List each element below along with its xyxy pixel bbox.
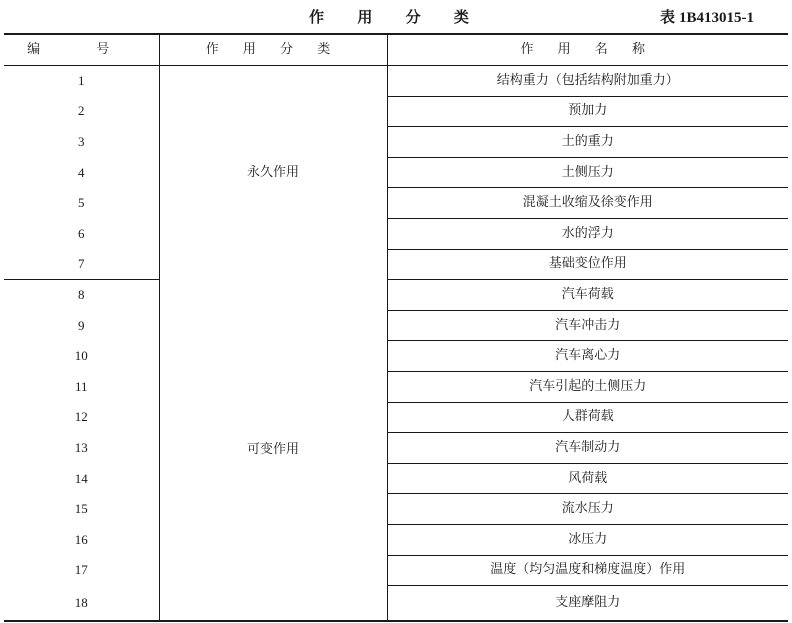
action-name: 汽车离心力 xyxy=(387,341,788,372)
action-name: 支座摩阻力 xyxy=(555,595,621,611)
row-number: 10 xyxy=(74,348,88,364)
row-number: 5 xyxy=(78,195,85,211)
header-row xyxy=(4,34,788,66)
row-number: 11 xyxy=(74,378,88,394)
action-name: 人群荷载 xyxy=(387,402,788,433)
action-name: 温度（均匀温度和梯度温度）作用 xyxy=(387,555,788,586)
table-row xyxy=(4,249,788,280)
action-classification-table xyxy=(4,33,788,622)
row-number: 12 xyxy=(74,409,88,425)
row-number: 1 xyxy=(78,73,85,89)
row-number: 14 xyxy=(74,470,88,486)
action-name: 风荷载 xyxy=(387,463,788,494)
row-number: 15 xyxy=(74,501,88,517)
table-number-prefix: 表 xyxy=(659,8,675,26)
table-row xyxy=(4,157,788,188)
row-number: 8 xyxy=(78,287,85,303)
action-name: 土的重力 xyxy=(387,127,788,158)
action-name: 土侧压力 xyxy=(387,157,788,188)
action-name: 汽车冲击力 xyxy=(387,310,788,341)
action-name: 流水压力 xyxy=(387,494,788,525)
table-row xyxy=(4,524,788,555)
table-row xyxy=(4,433,788,464)
table-row xyxy=(4,555,788,586)
row-number: 2 xyxy=(78,103,85,119)
row-number: 3 xyxy=(78,133,85,149)
table-number xyxy=(660,5,754,29)
table-row xyxy=(4,188,788,219)
table-row xyxy=(4,341,788,372)
row-number: 18 xyxy=(74,594,88,610)
table-row xyxy=(4,402,788,433)
table-row xyxy=(4,218,788,249)
action-name: 预加力 xyxy=(387,96,788,127)
action-name: 水的浮力 xyxy=(387,218,788,249)
table-row xyxy=(4,586,788,622)
action-name: 汽车荷载 xyxy=(387,280,788,311)
row-number: 6 xyxy=(78,225,85,241)
action-name: 基础变位作用 xyxy=(387,249,788,280)
table-number-code: 1B413015-1 xyxy=(679,10,754,26)
action-name: 冰压力 xyxy=(387,524,788,555)
action-name: 混凝土收缩及徐变作用 xyxy=(387,188,788,219)
category-cell: 永久作用 xyxy=(159,66,387,280)
row-number: 17 xyxy=(74,562,88,578)
row-number: 7 xyxy=(4,249,159,280)
table-row xyxy=(4,371,788,402)
table-row xyxy=(4,280,788,311)
action-name: 汽车引起的土侧压力 xyxy=(387,371,788,402)
table-row xyxy=(4,310,788,341)
row-number: 9 xyxy=(78,317,85,333)
table-body xyxy=(4,66,788,622)
action-name: 汽车制动力 xyxy=(387,433,788,464)
table-row xyxy=(4,96,788,127)
table-row xyxy=(4,494,788,525)
category-cell: 可变作用 xyxy=(159,280,387,621)
row-number: 13 xyxy=(74,439,88,455)
table-row xyxy=(4,66,788,97)
action-name: 结构重力（包括结构附加重力） xyxy=(387,66,788,97)
row-number: 16 xyxy=(74,531,88,547)
table-row xyxy=(4,463,788,494)
table-row xyxy=(4,127,788,158)
header-name: 作 用 名 称 xyxy=(387,34,788,66)
row-number: 4 xyxy=(78,164,85,180)
header-number: 编 号 xyxy=(4,34,159,66)
header-category: 作 用 分 类 xyxy=(159,34,387,66)
table-title: 作 用 分 类 xyxy=(309,8,483,26)
